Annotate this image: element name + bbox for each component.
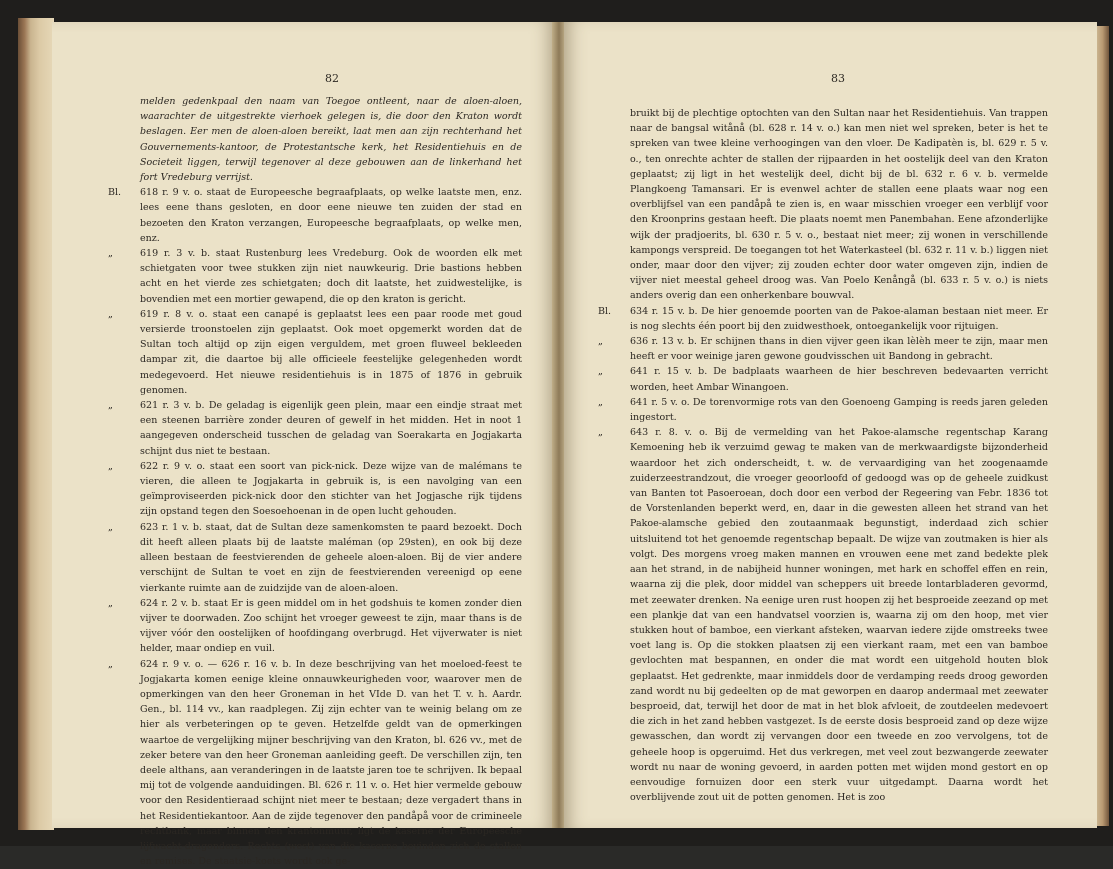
entry-marker: „: [108, 400, 113, 412]
entry-marker: „: [598, 366, 603, 378]
paragraph: [598, 425, 1048, 805]
paragraph-text: 641 r. 15 v. b. De badplaats waarheen de hier beschreven bedevaarten verricht worden, heet Ambar Winangoen.: [630, 366, 1048, 393]
right-page: [564, 22, 1097, 828]
paragraph: [630, 106, 1048, 304]
book-edge-left: [18, 18, 54, 830]
paragraph-text: 623 r. 1 v. b. staat, dat de Sultan deze samenkomsten te paard bezoekt. Doch dit heeft alleen plaats bij de laatste maléman (op 29sten), en ook bij deze alleen bestaan de feestvierenden de geheele aloen-aloen. Bij de vier andere verschijnt de Sultan te voet en zijn de feestvierenden vereenigd op eene vierkante ruimte aan de zuidzijde van de aloen-aloen.: [140, 521, 522, 594]
entry-marker: „: [108, 597, 113, 609]
entry-marker: „: [108, 460, 113, 472]
entry-marker: „: [108, 658, 113, 670]
paragraph-text: 618 r. 9 v. o. staat de Europeesche begraafplaats, op welke laatste men, enz. lees eene thans gesloten, en door eene nieuwe ten zuiden der stad en bezoeten den Kraton verzangen, Europeesche begraafplaats, op welke men, enz.: [140, 187, 522, 244]
paragraph-text: bruikt bij de plechtige optochten van den Sultan naar het Residentiehuis. Van trappen naar de bangsal witånå (bl. 628 r. 14 v. o.) kan men niet wel spreken, beter is het te spreken van twee kleine verhoogingen van den vloer. De Kadipatèn is, bl. 629 r. 5 v. o., ten onrechte achter de stallen der rijpaarden in het oostelijk deel van den Kraton geplaatst; zij ligt in het westelijk deel, dicht bij de bl. 632 r. 6 v. b. vermelde Plangkoeng Tamansari. Er is evenwel achter de stallen eene plaats waar nog een overblijfsel van een pandåpå te zien is, en waar misschien vroeger een verblijf voor den Kroonprins gestaan heeft. Die plaats noemt men Panembahan. Eene afzonderlijke wijk der pradjoerits, bl. 630 r. 5 v. o., bestaat niet meer; zij wonen in verschillende kampongs verspreid. De toegangen tot het Waterkasteel (bl. 632 r. 11 v. b.) liggen niet onder, maar door den vijver; zij zouden echter door water omgeven zijn, indien de vijver niet meestal geheel droog was. Van Poelo Kenångå (bl. 633 r. 5 v. o.) is niets anders overig dan een onherkenbare bouwval.: [630, 108, 1048, 302]
paragraph: [598, 364, 1048, 394]
paragraph: [108, 307, 522, 398]
paragraph-text: 641 r. 5 v. o. De torenvormige rots van den Goenoeng Gamping is reeds jaren geleden ingestort.: [630, 396, 1048, 424]
paragraph-text: melden gedenkpaal den naam van Toegoe ontleent, naar de aloen-aloen, waarachter de uitgestrekte vierhoek gelegen is, die door den Kraton wordt beslagen. Eer men de aloen-aloen bereikt, laat men aan zijn rechterhand het Gouvernements-kantoor, de Protestantsche kerk, het Residentiehuis en de Societeit liggen, terwijl tegenover al deze gebouwen aan de linkerhand het fort Vredeburg verrijst.: [140, 96, 522, 184]
entry-marker: Bl.: [598, 305, 612, 317]
paragraph: [108, 520, 522, 596]
paragraph-text: 624 r. 2 v. b. staat Er is geen middel om in het godshuis te komen zonder dien vijver te doorwaden. Zoo schijnt het vroeger geweest te zijn, maar thans is de vijver vóór den oostelijken of hoofdingang overbrugd. Het vijverwater is niet helder, maar ondiep en vuil.: [140, 597, 522, 655]
paragraph: [108, 398, 522, 459]
entry-marker: „: [598, 427, 603, 439]
paragraph-text: 619 r. 3 v. b. staat Rustenburg lees Vredeburg. Ook de woorden elk met schietgaten voor twee stukken zijn niet nauwkeurig. Drie bastions hebben acht en het vierde zes schietgaten; doch dit laatste, het zuidwestelijke, is bovendien met een mortier gewapend, die op den kraton is gericht.: [140, 248, 522, 305]
paragraph: [108, 596, 522, 657]
entry-marker: „: [598, 336, 603, 348]
entry-marker: „: [108, 308, 113, 320]
entry-marker: Bl.: [108, 187, 122, 199]
entry-marker: „: [108, 521, 113, 533]
entry-marker: „: [108, 248, 113, 260]
paragraph: [108, 246, 522, 307]
entry-marker: „: [598, 396, 603, 408]
paragraph: [108, 657, 522, 869]
paragraph-text: 636 r. 13 v. b. Er schijnen thans in dien vijver geen ikan lèlèh meer te zijn, maar men heeft er voor weinige jaren gewone goudvisschen uit Bandong in gebracht.: [630, 336, 1048, 363]
paragraph: [108, 185, 522, 246]
paragraph-text: 622 r. 9 v. o. staat een soort van pick-nick. Deze wijze van de malémans te vieren, die alleen te Jogjakarta in gebruik is, is een navolging van een geïmproviseerden pick-nick door den stichter van het Jogjasche rijk tijdens zijn opstand tegen den Soesoehoenan in de open lucht gehouden.: [140, 460, 522, 518]
page-number: 83: [831, 72, 845, 85]
paragraph-text: 619 r. 8 v. o. staat een canapé is geplaatst lees een paar roode met goud versierde troonstoelen zijn geplaatst. Ook moet opgemerkt worden dat de Sultan toch altijd op zijn eigen verguldem, met groen fluweel bekleeden dampar zit, die daartoe bij alle officieele feestelijke gelegenheden wordt medegevoerd. Het nieuwe residentiehuis is in 1875 of 1876 in gebruik genomen.: [140, 308, 522, 396]
paragraph-text: 634 r. 15 v. b. De hier genoemde poorten van de Pakoe-alaman bestaan niet meer. Er is nog slechts één poort bij den zuidwesthoek, ontoegankelijk voor rijtuigen.: [630, 305, 1048, 332]
page-number: 82: [325, 72, 339, 85]
paragraph: [108, 459, 522, 520]
left-page-text: [108, 94, 522, 869]
paragraph: [598, 334, 1048, 364]
left-page: [52, 22, 554, 868]
paragraph-text: 621 r. 3 v. b. De geladag is eigenlijk geen plein, maar een eindje straat met een steenen barrière zonder deuren of gewelf in het midden. Het in noot 1 aangegeven onderscheid tusschen de geladag van Soerakarta en Jogjakarta schijnt dus niet te bestaan.: [140, 400, 522, 457]
right-page-text: [598, 106, 1048, 805]
paragraph: [140, 94, 522, 185]
paragraph: [598, 395, 1048, 425]
paragraph-text: 624 r. 9 v. o. — 626 r. 16 v. b. In deze beschrijving van het moeloed-feest te Jogjakarta komen eenige kleine onnauwkeurigheden voor, waarover men de opmerkingen van den heer Groneman in het VIde D. van het T. v. h. Aardr. Gen., bl. 114 vv., kan raadplegen. Zij zijn echter van te weinig belang om ze hier als verbeteringen op te geven. Hetzelfde geldt van de opmerkingen waartoe de vergelijking mijner beschrijving van den Kraton, bl. 626 vv., met de zeker betere van den heer Groneman aanleiding geeft. De verschillen zijn, ten deele althans, aan veranderingen in de laatste jaren toe te schrijven. Ik bepaal mij tot de volgende aanduidingen. Bl. 626 r. 11 v. o. Het hier vermelde gebouw voor den Residentieraad schijnt niet meer te bestaan; deze vergadert thans in het Residentiekantoor. Aan de zijde tegenover den pandåpå voor de crimineele rechtbank, maar binnen den krantonmuur, ligt de kaserne der Europeesche lijfwacht-dragonders. Rechts (west) van die kaserne bevinden zich de stallen en remises. De staatsie-koets wordt ook ge-: [140, 658, 522, 868]
paragraph: [598, 304, 1048, 334]
paragraph-text: 643 r. 8. v. o. Bij de vermelding van het Pakoe-alamsche regentschap Karang Kemoening heb ik verzuimd gewag te maken van de merkwaardigste bijzonderheid waardoor het zich onderscheidt, t. w. de vervaardiging van het zoogenaamde zuiderzeestrandzout, die vroeger geoorloofd of gedoogd was op de geheele zuidkust van Banten tot Pasoeroean, doch door een verbod der Regeering van Febr. 1836 tot de Vorstenlanden beperkt werd, en, daar in die gewesten alleen het strand van het Pakoe-alamsche gebied den zoutaanmaak begunstigt, inderdaad zich schier uitsluitend tot het genoemde regentschap bepaalt. De wijze van zoutmaken is hier als volgt. Des morgens vroeg maken mannen en vrouwen eene met zand bedekte plek aan het strand, in de nabijheid hunner woningen, met hark en schoffel effen en rein, waarna zij die plek, door middel van scheppers uit breede lontarbladeren gevormd, met zeewater drenken. Na eenige uren rust hoopen zij het besproeide zeezand op met een plankje dat van een handvatsel voorzien is, waarna zij om den hoop, met vier stukken hout of bamboe, een vierkant afsteken, waarvan iedere zijde omstreeks twee voet lang is. Op die stokken plaatsen zij een vierkant raam, met een van bamboe gevlochten mat bespannen, en onder die mat wordt een uitgehold houten blok geplaatst. Het gedrenkte, maar inmiddels door de verdamping reeds droog geworden zand wordt nu bij gedeelten op de mat geworpen en daarop andermaal met zeewater besproeid, dat, terwijl het door de mat in het blok afvloeit, de zoutdeelen medevoert die zich in het zand hebben vastgezet. Is de eerste dosis besproeid zand op deze wijze gewasschen, dan wordt zij vervangen door een tweede en zoo vervolgens, tot de geheele hoop is opgeruimd. Het dus verkregen, met veel zout bezwangerde zeewater wordt nu naar de woning gevoerd, in aarden potten met wijden mond gestort en op eenvoudige fornuizen door een sterk vuur uitgedampt. Daarna wordt het overblijvende zout uit de potten genomen. Het is zoo: [630, 427, 1048, 804]
